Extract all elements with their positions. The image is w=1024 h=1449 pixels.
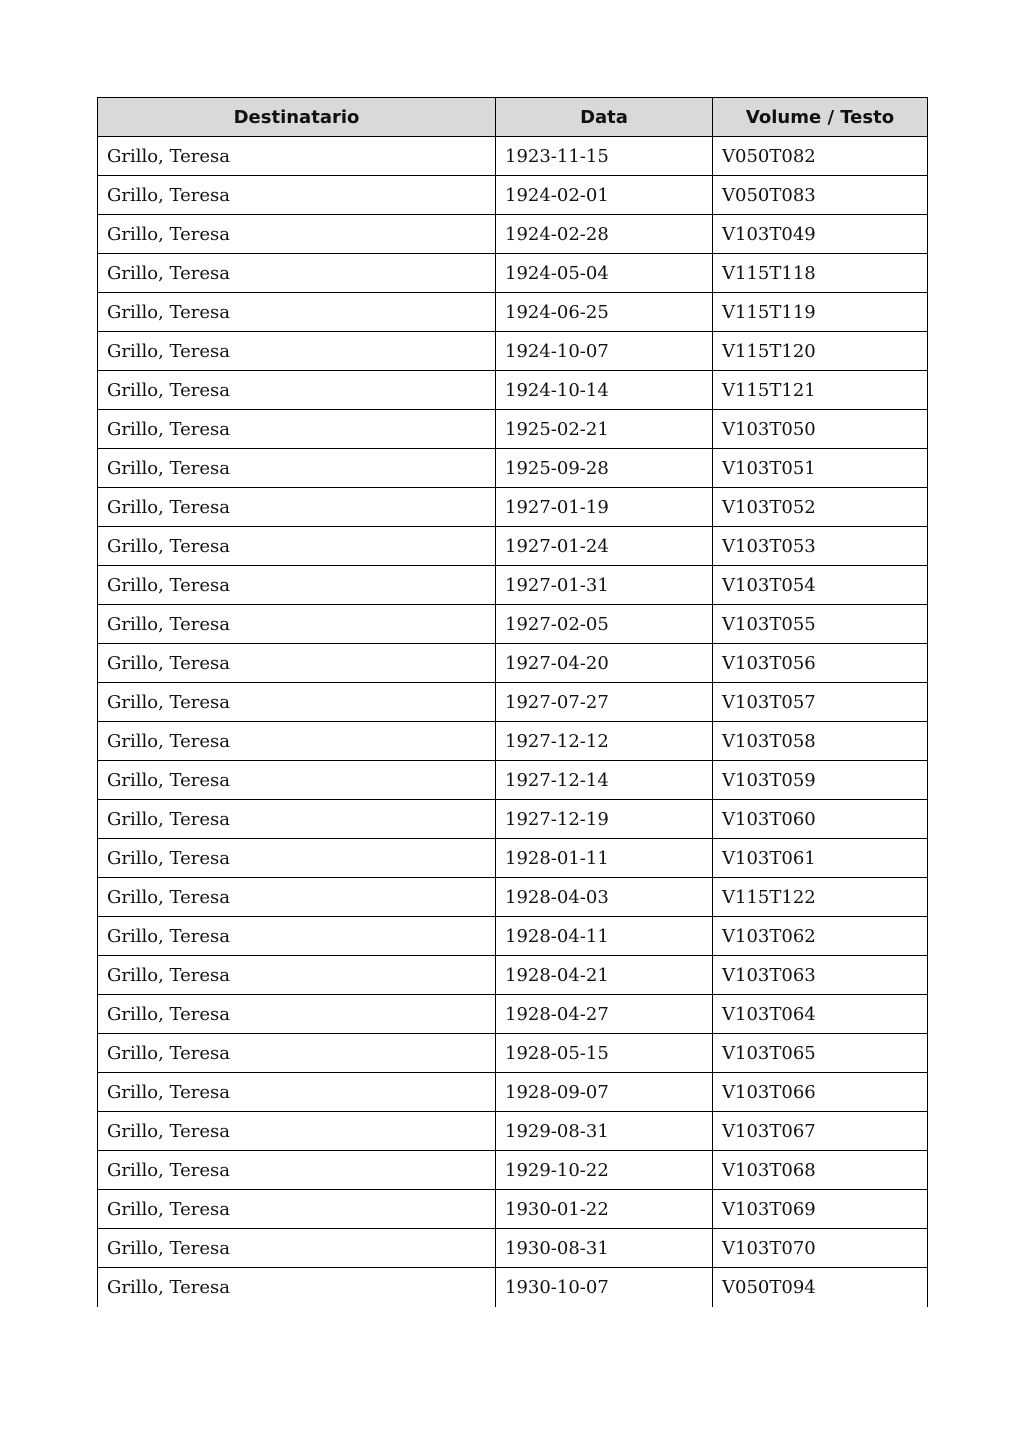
table-row (98, 293, 928, 332)
table-row (98, 1268, 928, 1307)
table-row (98, 332, 928, 371)
volume-cell: V103T052 (713, 488, 928, 527)
volume-cell: V103T065 (713, 1034, 928, 1073)
recipient-cell: Grillo, Teresa (98, 215, 496, 254)
recipient-cell: Grillo, Teresa (98, 449, 496, 488)
table-row (98, 566, 928, 605)
date-cell: 1925-02-21 (496, 410, 713, 449)
date-cell: 1928-04-21 (496, 956, 713, 995)
date-cell: 1930-10-07 (496, 1268, 713, 1307)
date-cell: 1927-01-31 (496, 566, 713, 605)
date-cell: 1927-12-19 (496, 800, 713, 839)
table-row (98, 683, 928, 722)
table-row (98, 1151, 928, 1190)
table-row (98, 215, 928, 254)
volume-cell: V103T051 (713, 449, 928, 488)
date-cell: 1928-01-11 (496, 839, 713, 878)
recipient-cell: Grillo, Teresa (98, 176, 496, 215)
date-cell: 1928-09-07 (496, 1073, 713, 1112)
volume-cell: V103T057 (713, 683, 928, 722)
date-cell: 1929-08-31 (496, 1112, 713, 1151)
table-row (98, 449, 928, 488)
recipient-cell: Grillo, Teresa (98, 878, 496, 917)
volume-cell: V103T067 (713, 1112, 928, 1151)
table-row (98, 1112, 928, 1151)
recipient-cell: Grillo, Teresa (98, 956, 496, 995)
volume-cell: V103T050 (713, 410, 928, 449)
recipient-cell: Grillo, Teresa (98, 917, 496, 956)
table-header (98, 98, 928, 137)
recipient-cell: Grillo, Teresa (98, 995, 496, 1034)
date-cell: 1930-08-31 (496, 1229, 713, 1268)
recipient-cell: Grillo, Teresa (98, 683, 496, 722)
date-cell: 1928-04-27 (496, 995, 713, 1034)
volume-cell: V050T082 (713, 137, 928, 176)
recipient-cell: Grillo, Teresa (98, 488, 496, 527)
volume-cell: V050T083 (713, 176, 928, 215)
table-body (98, 137, 928, 1307)
table-row (98, 722, 928, 761)
table-row (98, 254, 928, 293)
table-row (98, 917, 928, 956)
letters-table (97, 97, 928, 1307)
table-row (98, 488, 928, 527)
date-cell: 1927-02-05 (496, 605, 713, 644)
volume-cell: V103T061 (713, 839, 928, 878)
volume-cell: V103T056 (713, 644, 928, 683)
date-cell: 1928-04-11 (496, 917, 713, 956)
recipient-cell: Grillo, Teresa (98, 410, 496, 449)
recipient-cell: Grillo, Teresa (98, 1151, 496, 1190)
date-cell: 1928-05-15 (496, 1034, 713, 1073)
table-row (98, 371, 928, 410)
date-cell: 1930-01-22 (496, 1190, 713, 1229)
header-volume: Volume / Testo (713, 98, 928, 137)
volume-cell: V115T121 (713, 371, 928, 410)
volume-cell: V115T118 (713, 254, 928, 293)
date-cell: 1927-12-12 (496, 722, 713, 761)
volume-cell: V103T053 (713, 527, 928, 566)
date-cell: 1924-02-28 (496, 215, 713, 254)
volume-cell: V103T059 (713, 761, 928, 800)
table-row (98, 644, 928, 683)
date-cell: 1924-10-07 (496, 332, 713, 371)
header-row (98, 98, 928, 137)
volume-cell: V103T055 (713, 605, 928, 644)
volume-cell: V103T070 (713, 1229, 928, 1268)
table-row (98, 839, 928, 878)
date-cell: 1924-05-04 (496, 254, 713, 293)
volume-cell: V103T060 (713, 800, 928, 839)
table-row (98, 1073, 928, 1112)
recipient-cell: Grillo, Teresa (98, 254, 496, 293)
volume-cell: V103T058 (713, 722, 928, 761)
table-row (98, 176, 928, 215)
volume-cell: V115T122 (713, 878, 928, 917)
recipient-cell: Grillo, Teresa (98, 839, 496, 878)
recipient-cell: Grillo, Teresa (98, 1229, 496, 1268)
recipient-cell: Grillo, Teresa (98, 605, 496, 644)
table-row (98, 1190, 928, 1229)
table-row (98, 137, 928, 176)
date-cell: 1927-01-24 (496, 527, 713, 566)
recipient-cell: Grillo, Teresa (98, 761, 496, 800)
recipient-cell: Grillo, Teresa (98, 293, 496, 332)
header-recipient: Destinatario (98, 98, 496, 137)
table-row (98, 956, 928, 995)
volume-cell: V103T066 (713, 1073, 928, 1112)
volume-cell: V103T064 (713, 995, 928, 1034)
volume-cell: V103T062 (713, 917, 928, 956)
table-row (98, 410, 928, 449)
volume-cell: V103T054 (713, 566, 928, 605)
table-row (98, 1034, 928, 1073)
table-row (98, 995, 928, 1034)
table-row (98, 527, 928, 566)
recipient-cell: Grillo, Teresa (98, 1268, 496, 1307)
header-date: Data (496, 98, 713, 137)
table-row (98, 878, 928, 917)
volume-cell: V115T120 (713, 332, 928, 371)
table-row (98, 605, 928, 644)
recipient-cell: Grillo, Teresa (98, 1190, 496, 1229)
date-cell: 1927-12-14 (496, 761, 713, 800)
date-cell: 1923-11-15 (496, 137, 713, 176)
recipient-cell: Grillo, Teresa (98, 332, 496, 371)
date-cell: 1925-09-28 (496, 449, 713, 488)
table-row (98, 800, 928, 839)
recipient-cell: Grillo, Teresa (98, 566, 496, 605)
date-cell: 1927-01-19 (496, 488, 713, 527)
recipient-cell: Grillo, Teresa (98, 644, 496, 683)
date-cell: 1924-02-01 (496, 176, 713, 215)
recipient-cell: Grillo, Teresa (98, 800, 496, 839)
recipient-cell: Grillo, Teresa (98, 371, 496, 410)
recipient-cell: Grillo, Teresa (98, 1112, 496, 1151)
recipient-cell: Grillo, Teresa (98, 137, 496, 176)
table-row (98, 761, 928, 800)
date-cell: 1929-10-22 (496, 1151, 713, 1190)
volume-cell: V115T119 (713, 293, 928, 332)
date-cell: 1924-06-25 (496, 293, 713, 332)
volume-cell: V103T049 (713, 215, 928, 254)
date-cell: 1927-07-27 (496, 683, 713, 722)
table-row (98, 1229, 928, 1268)
date-cell: 1924-10-14 (496, 371, 713, 410)
recipient-cell: Grillo, Teresa (98, 722, 496, 761)
recipient-cell: Grillo, Teresa (98, 527, 496, 566)
volume-cell: V103T063 (713, 956, 928, 995)
recipient-cell: Grillo, Teresa (98, 1073, 496, 1112)
volume-cell: V103T069 (713, 1190, 928, 1229)
volume-cell: V050T094 (713, 1268, 928, 1307)
date-cell: 1927-04-20 (496, 644, 713, 683)
recipient-cell: Grillo, Teresa (98, 1034, 496, 1073)
volume-cell: V103T068 (713, 1151, 928, 1190)
date-cell: 1928-04-03 (496, 878, 713, 917)
